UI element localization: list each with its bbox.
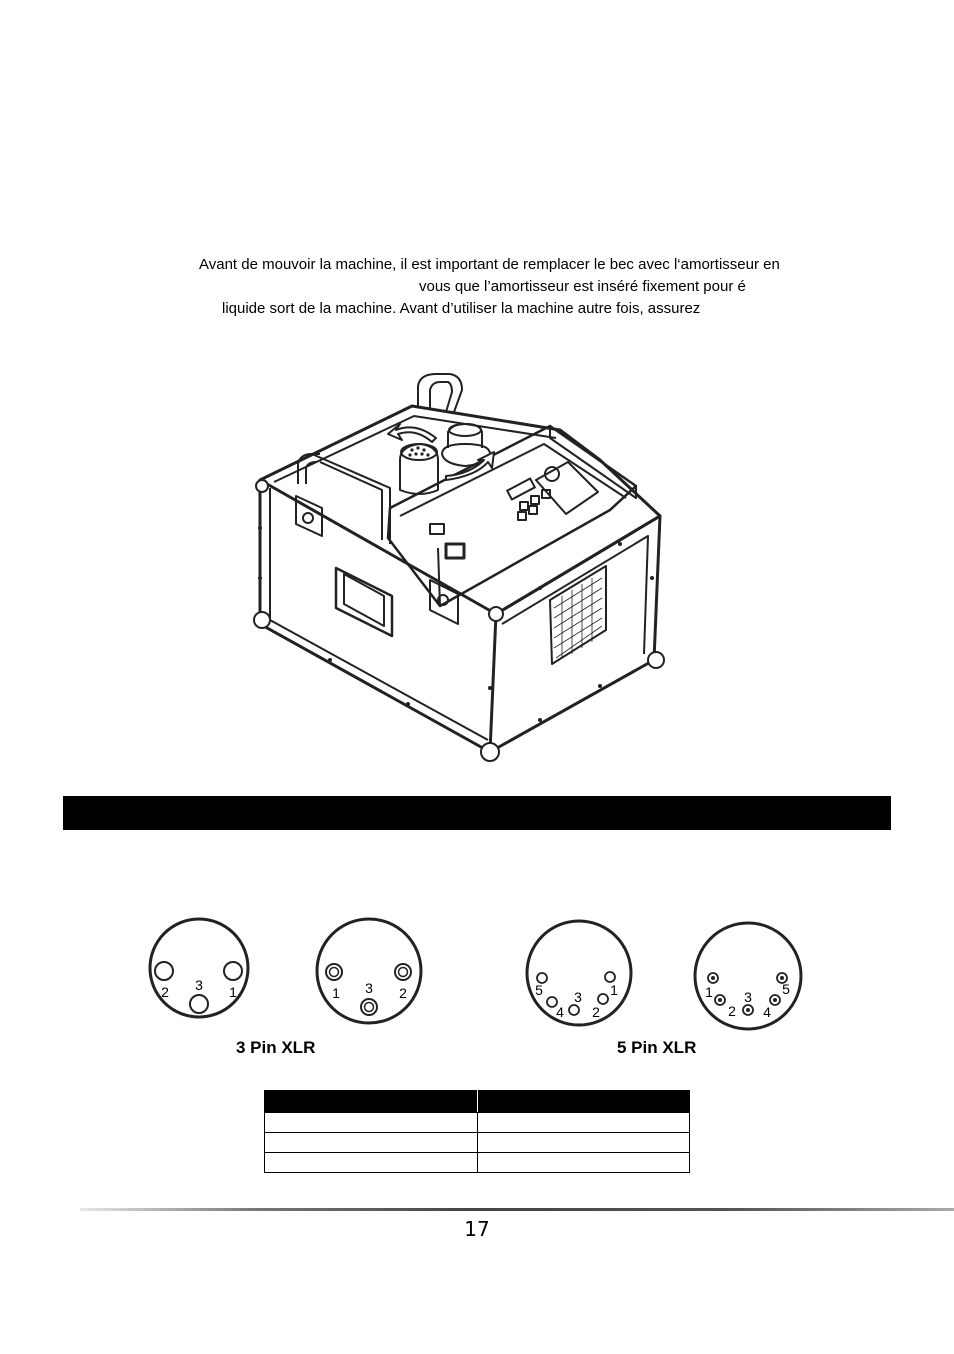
table-header-cell: [477, 1091, 690, 1113]
table-cell: [477, 1153, 690, 1173]
paragraph-line-2: vous que l’amortisseur est inséré fixement pour é: [419, 278, 746, 295]
section-header-bar: [63, 796, 891, 830]
table-row: [265, 1113, 690, 1133]
pin-label: 2: [592, 1004, 600, 1020]
table-row: [265, 1133, 690, 1153]
paragraph-line-1: Avant de mouvoir la machine, il est important de remplacer le bec avec l‘amortisseur en: [199, 256, 780, 273]
xlr-5-pin-caption: 5 Pin XLR: [617, 1038, 697, 1057]
pin-label: 3: [574, 989, 582, 1005]
page-number: 17: [464, 1217, 490, 1241]
xlr-3-pin-caption: 3 Pin XLR: [236, 1038, 316, 1057]
pin-label: 4: [556, 1004, 564, 1020]
pin-assignment-table: [264, 1090, 690, 1173]
pin-label: 1: [332, 985, 340, 1001]
table-header-cell: [265, 1091, 478, 1113]
table-cell: [265, 1153, 478, 1173]
pin-label: 1: [705, 984, 713, 1000]
pin-label: 3: [365, 980, 373, 996]
fog-machine-illustration: [240, 368, 670, 768]
footer-rule: [80, 1208, 954, 1211]
xlr-5-pin-male-icon: [524, 918, 634, 1028]
table-header-row: [265, 1091, 690, 1113]
table-cell: [265, 1113, 478, 1133]
pin-label: 1: [610, 982, 618, 998]
xlr-5-pin-female-icon: [692, 920, 804, 1032]
table-row: [265, 1153, 690, 1173]
table-cell: [477, 1113, 690, 1133]
table-cell: [265, 1133, 478, 1153]
pin-label: 5: [782, 981, 790, 997]
pin-label: 3: [195, 977, 203, 993]
paragraph-line-3: liquide sort de la machine. Avant d’utiliser la machine autre fois, assurez: [222, 300, 701, 317]
xlr-3-pin-male-icon: [147, 916, 251, 1020]
pin-label: 1: [229, 984, 237, 1000]
pin-label: 4: [763, 1004, 771, 1020]
pin-label: 3: [744, 989, 752, 1005]
xlr-3-pin-female-icon: [314, 916, 424, 1026]
pin-label: 2: [728, 1003, 736, 1019]
table-cell: [477, 1133, 690, 1153]
pin-label: 2: [161, 984, 169, 1000]
pin-label: 5: [535, 982, 543, 998]
pin-label: 2: [399, 985, 407, 1001]
